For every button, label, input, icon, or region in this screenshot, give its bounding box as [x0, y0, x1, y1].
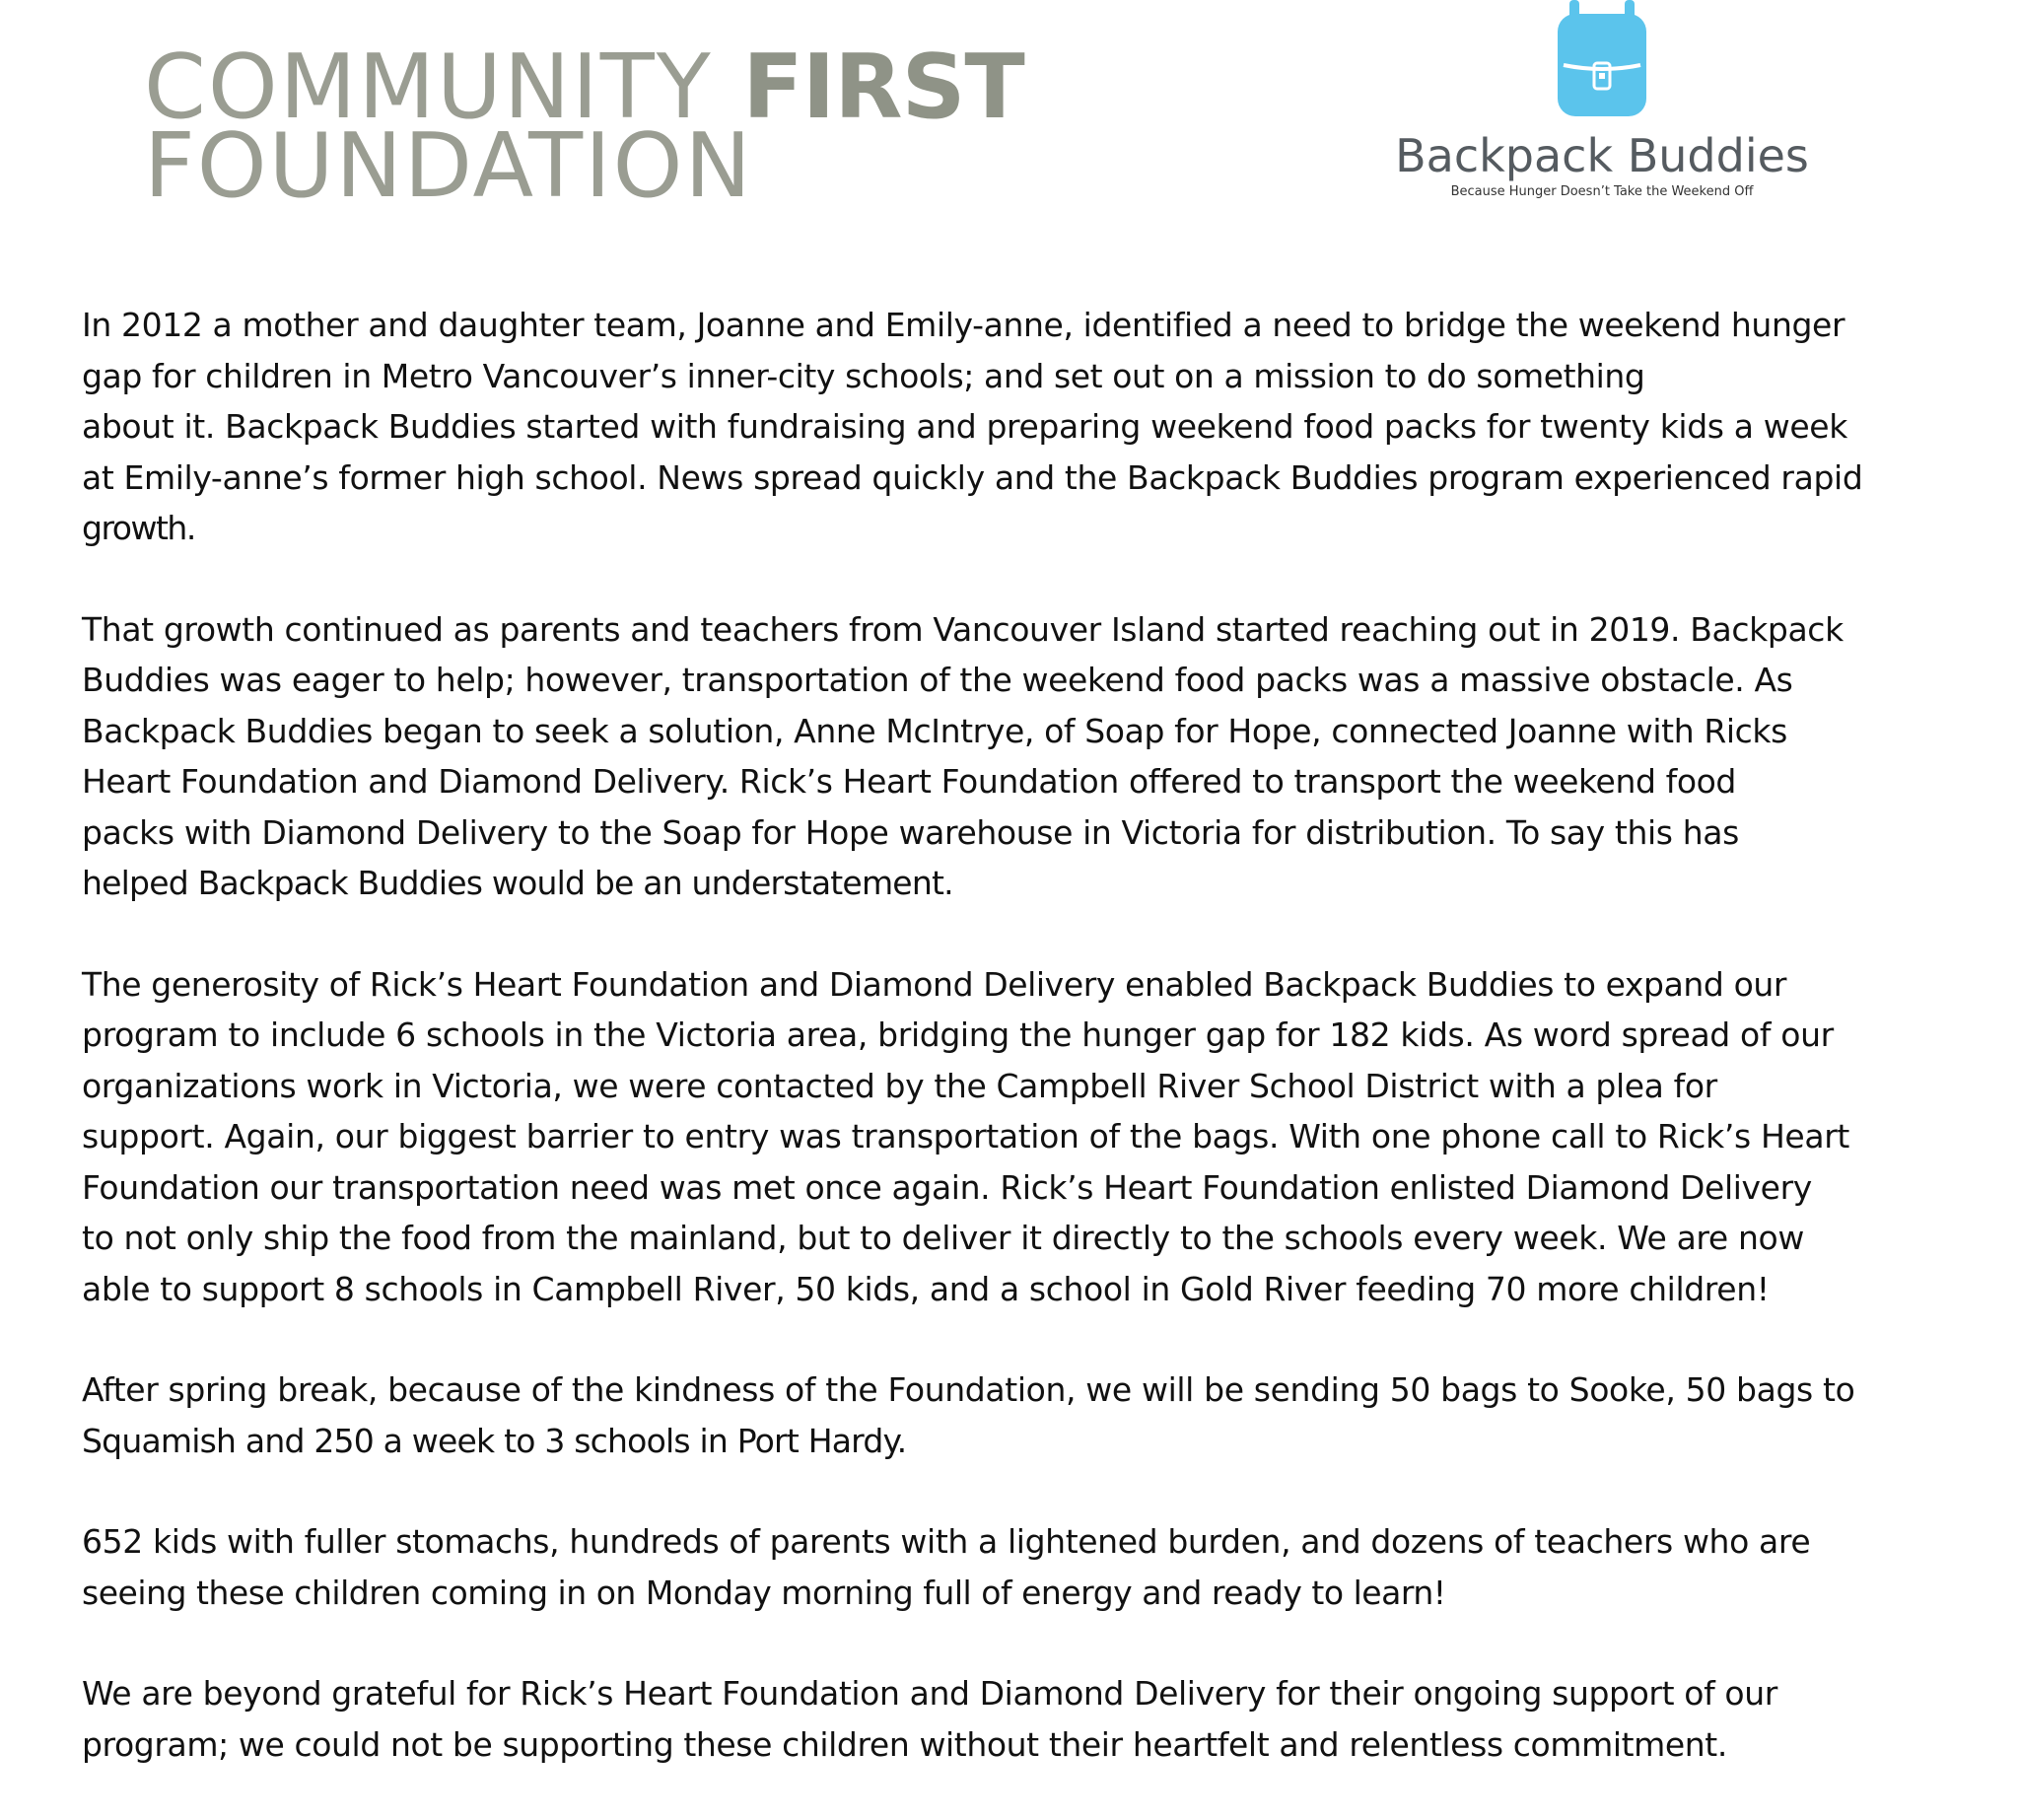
text-line: at Emily-anne’s former high school. News spread quickly and the Backpack Buddies program experienced rapid — [82, 457, 1863, 497]
text-line: program; we could not be supporting these children without their heartfelt and relentless commitment. — [82, 1724, 1727, 1764]
community-first-foundation-logo — [144, 35, 1024, 218]
text-line: In 2012 a mother and daughter team, Joanne and Emily-anne, identified a need to bridge the weekend hunger — [82, 306, 1845, 344]
text-line: The generosity of Rick’s Heart Foundation and Diamond Delivery enabled Backpack Buddies to expand our — [82, 964, 1787, 1004]
text-line: Buddies was eager to help; however, transportation of the weekend food packs was a massive obstacle. As — [82, 661, 1793, 699]
text-line: We are beyond grateful for Rick’s Heart Foundation and Diamond Delivery for their ongoing support of our — [82, 1674, 1777, 1713]
letter-body — [82, 300, 1975, 1820]
paragraph-gratitude — [82, 1668, 1975, 1770]
text-line: packs with Diamond Delivery to the Soap for Hope warehouse in Victoria for distribution. To say this has — [82, 812, 1739, 852]
backpack-buddies-name: Backpack Buddies — [1395, 129, 1809, 182]
backpack-buddies-logo — [1380, 0, 1824, 217]
logo-foundation-text: FOUNDATION — [144, 114, 753, 218]
text-line: Squamish and 250 a week to 3 schools in Port Hardy. — [82, 1421, 907, 1460]
paragraph-generosity — [82, 959, 1975, 1315]
text-line: Heart Foundation and Diamond Delivery. Rick’s Heart Foundation offered to transport the weekend food — [82, 762, 1736, 801]
text-line: program to include 6 schools in the Victoria area, bridging the hunger gap for 182 kids. As word spread of our — [82, 1015, 1834, 1054]
logo-first-text: FIRST — [742, 35, 1024, 139]
text-line: gap for children in Metro Vancouver’s inner-city schools; and set out on a mission to do something — [82, 356, 1645, 395]
text-line: to not only ship the food from the mainland, but to deliver it directly to the schools every week. We are now — [82, 1219, 1804, 1257]
text-line: organizations work in Victoria, we were contacted by the Campbell River School District with a plea for — [82, 1066, 1717, 1105]
text-line: Foundation our transportation need was met once again. Rick’s Heart Foundation enlisted Diamond Delivery — [82, 1167, 1812, 1207]
paragraph-growth — [82, 604, 1975, 909]
text-line: about it. Backpack Buddies started with fundraising and preparing weekend food packs for twenty kids a week — [82, 407, 1847, 446]
text-line: support. Again, our biggest barrier to entry was transportation of the bags. With one phone call to Rick’s Heart — [82, 1117, 1849, 1155]
paragraph-impact — [82, 1516, 1975, 1618]
text-line: 652 kids with fuller stomachs, hundreds of parents with a lightened burden, and dozens of teachers who are — [82, 1522, 1811, 1561]
backpack-buddies-tagline: Because Hunger Doesn’t Take the Weekend Off — [1450, 184, 1754, 199]
text-line: seeing these children coming in on Monday morning full of energy and ready to learn! — [82, 1573, 1446, 1612]
text-line: That growth continued as parents and teachers from Vancouver Island started reaching out in 2019. Backpack — [82, 609, 1844, 649]
text-line: helped Backpack Buddies would be an understatement. — [82, 864, 953, 902]
text-line: After spring break, because of the kindness of the Foundation, we will be sending 50 bags to Sooke, 50 bags to — [82, 1370, 1855, 1409]
backpack-icon — [1558, 0, 1646, 118]
paragraph-spring-break — [82, 1365, 1975, 1466]
text-line: Backpack Buddies began to seek a solution, Anne McIntrye, of Soap for Hope, connected Joanne with Ricks — [82, 711, 1787, 750]
text-line: growth. — [82, 509, 195, 547]
paragraph-origin — [82, 300, 1975, 554]
logo-community-text: COMMUNITY — [144, 35, 713, 139]
text-line: able to support 8 schools in Campbell River, 50 kids, and a school in Gold River feeding 70 more children! — [82, 1269, 1770, 1308]
